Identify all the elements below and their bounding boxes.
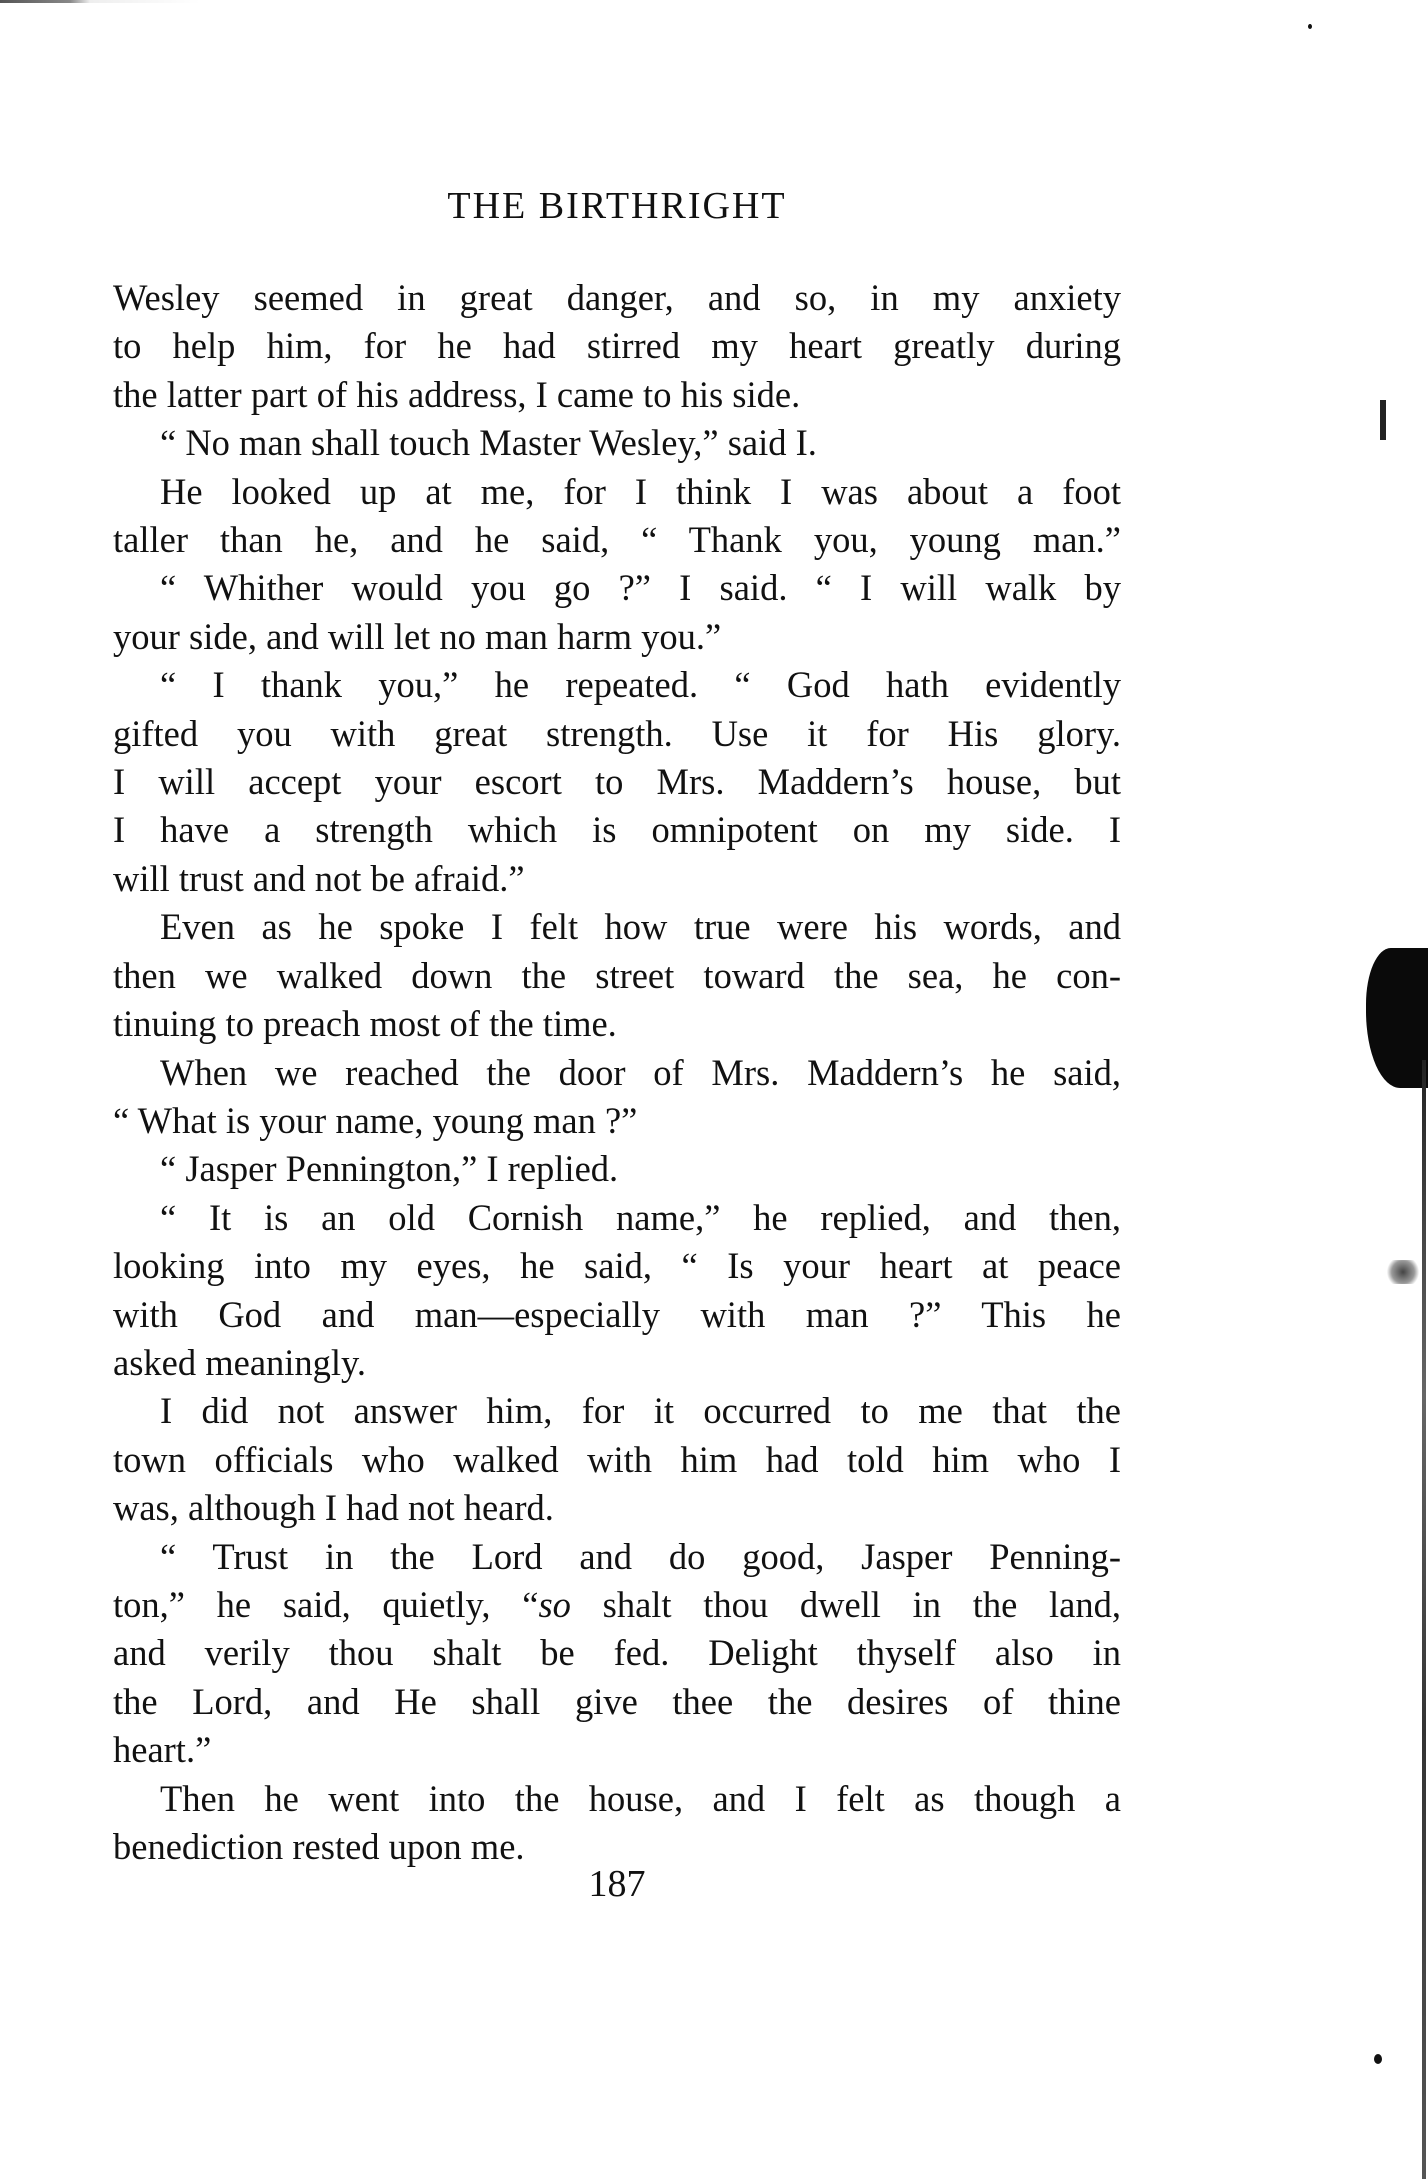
text-line: the Lord, and He shall give thee the desires of thine: [113, 1680, 1121, 1722]
text-line: Then he went into the house, and I felt as though a: [160, 1777, 1121, 1819]
scan-top-edge: [0, 0, 1428, 3]
text-line: [113, 1581, 1121, 1629]
text-line: “ I thank you,” he repeated. “ God hath evidently: [160, 664, 1121, 706]
text-line: gifted you with great strength. Use it for His glory.: [113, 712, 1121, 754]
scan-edge-blot: [1366, 948, 1428, 1088]
text-line: tinuing to preach most of the time.: [113, 1003, 617, 1045]
scan-edge-line: [1422, 1060, 1426, 2179]
running-head: THE BIRTHRIGHT: [447, 185, 787, 227]
scan-speck: [1308, 24, 1312, 29]
italic-word: so: [538, 1583, 571, 1625]
text-line: the latter part of his address, I came to his side.: [113, 373, 801, 415]
text-line: and verily thou shalt be fed. Delight thyself also in: [113, 1632, 1121, 1674]
text-line: taller than he, and he said, “ Thank you, young man.”: [113, 519, 1121, 561]
text-line: I have a strength which is omnipotent on my side. I: [113, 809, 1121, 851]
text-line: “ No man shall touch Master Wesley,” said I.: [160, 422, 817, 464]
text-line: looking into my eyes, he said, “ Is your heart at peace: [113, 1245, 1121, 1287]
text-line: to help him, for he had stirred my heart greatly during: [113, 325, 1121, 367]
text-line: will trust and not be afraid.”: [113, 857, 525, 899]
text-line: “ What is your name, young man ?”: [113, 1099, 638, 1141]
text-line: “ Whither would you go ?” I said. “ I will walk by: [160, 567, 1121, 609]
text-line: your side, and will let no man harm you.”: [113, 615, 722, 657]
text-line: heart.”: [113, 1729, 212, 1771]
text-line: I will accept your escort to Mrs. Maddern’s house, but: [113, 761, 1121, 803]
text-line: “ It is an old Cornish name,” he replied, and then,: [160, 1196, 1121, 1238]
page-number: 187: [588, 1863, 646, 1905]
text-fragment: shalt thou dwell in the land,: [570, 1583, 1121, 1625]
text-line: When we reached the door of Mrs. Maddern’s he said,: [160, 1051, 1121, 1093]
text-line: Wesley seemed in great danger, and so, in my anxiety: [113, 277, 1121, 318]
text-line: with God and man—especially with man ?” This he: [113, 1293, 1121, 1335]
text-line: “ Jasper Pennington,” I replied.: [160, 1148, 619, 1190]
scan-edge-mark: [1380, 400, 1386, 440]
text-fragment: ton,” he said, quietly, “: [113, 1583, 539, 1625]
text-line: then we walked down the street toward the sea, he con-: [113, 954, 1121, 996]
text-line: benediction rested upon me.: [113, 1826, 525, 1867]
text-line: He looked up at me, for I think I was about a foot: [160, 470, 1121, 512]
text-line: “ Trust in the Lord and do good, Jasper Penning-: [160, 1535, 1121, 1577]
text-line: I did not answer him, for it occurred to me that the: [160, 1390, 1121, 1432]
text-line: asked meaningly.: [113, 1341, 367, 1383]
body-text: [113, 274, 1121, 1871]
scan-speck: [1374, 2054, 1382, 2064]
scan-speck: [1384, 1260, 1422, 1284]
text-line: Even as he spoke I felt how true were his words, and: [160, 906, 1121, 948]
text-line: town officials who walked with him had told him who I: [113, 1438, 1121, 1480]
text-line: was, although I had not heard.: [113, 1487, 554, 1529]
